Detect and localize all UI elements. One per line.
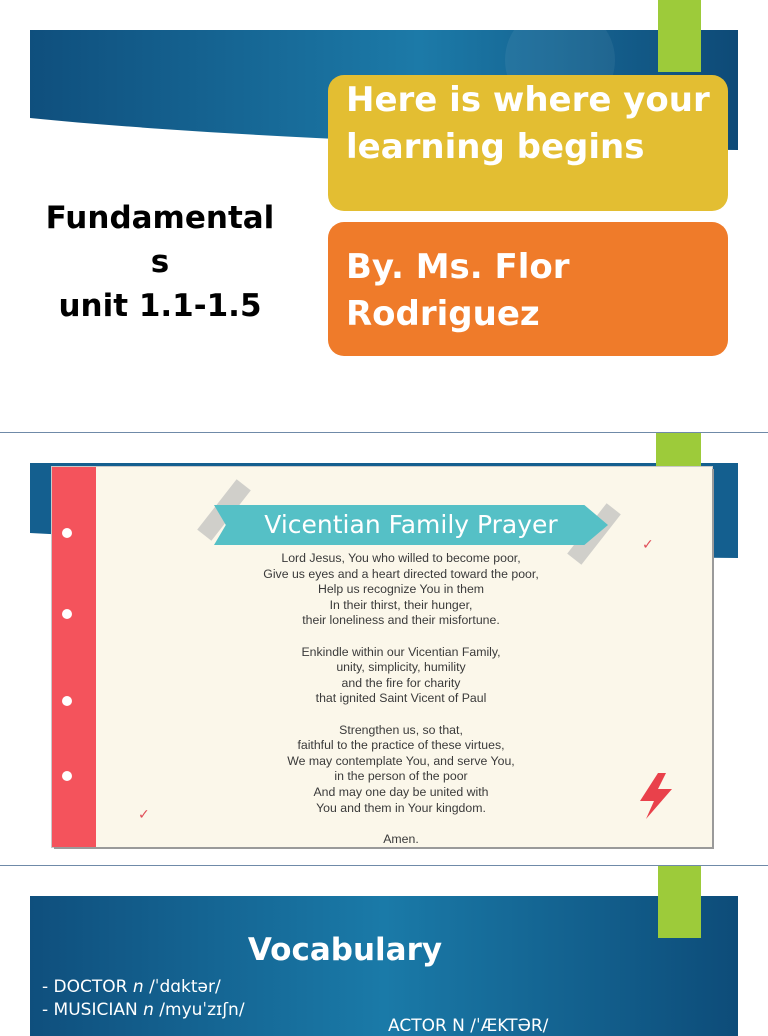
prayer-text — [96, 551, 706, 863]
vocab-item: - DOCTOR n /ˈdɑktər/ — [42, 977, 221, 997]
vocab-pos: n — [143, 1000, 154, 1020]
author-box — [328, 222, 728, 356]
prayer-line: in the person of the poor — [334, 769, 468, 784]
vocab-pos: n — [132, 977, 144, 997]
tagline-text: Here is where your learning begins — [346, 80, 710, 167]
slide-prayer[interactable] — [0, 433, 768, 865]
slide-vocabulary[interactable] — [0, 866, 768, 1036]
prayer-line: their loneliness and their misfortune. — [302, 613, 500, 628]
prayer-line: that ignited Saint Vicent of Paul — [315, 691, 487, 706]
vocab-item: - MUSICIAN n /myuˈzɪʃn/ — [42, 1000, 245, 1020]
prayer-line: And may one day be united with — [313, 784, 489, 799]
title-line: s — [150, 244, 170, 280]
prayer-line: and the fire for charity — [341, 675, 461, 690]
binding-bar — [52, 467, 96, 847]
lightning-icon — [636, 771, 676, 821]
tagline-box — [328, 75, 728, 211]
green-tab — [658, 866, 701, 938]
binding-hole — [62, 771, 72, 781]
binding-hole — [62, 528, 72, 538]
stanza — [96, 551, 706, 629]
author-text: By. Ms. Flor Rodriguez — [346, 247, 570, 334]
prayer-line: Amen. — [383, 831, 419, 846]
prayer-line: We may contemplate You, and serve You, — [287, 753, 515, 768]
slide-title[interactable] — [0, 0, 768, 432]
vocabulary-title: Vocabulary — [247, 932, 443, 968]
title-line: Fundamental — [45, 200, 275, 236]
vocab-pron: /ˈdɑktər/ — [149, 977, 221, 997]
green-tab — [656, 433, 701, 467]
stanza — [96, 723, 706, 817]
binding-hole — [62, 609, 72, 619]
prayer-line: You and them in Your kingdom. — [316, 800, 486, 815]
prayer-line: unity, simplicity, humility — [336, 660, 466, 675]
check-icon: ✓ — [138, 807, 150, 823]
slide-title-text — [24, 196, 296, 328]
prayer-line: In their thirst, their hunger, — [329, 597, 473, 612]
prayer-line: Give us eyes and a heart directed toward the poor, — [263, 566, 539, 581]
vocab-word: DOCTOR — [53, 977, 128, 997]
stanza — [96, 832, 706, 848]
vocab-word: MUSICIAN — [53, 1000, 138, 1020]
prayer-line: Help us recognize You in them — [317, 582, 485, 597]
prayer-line: Enkindle within our Vicentian Family, — [301, 644, 501, 659]
prayer-card — [52, 467, 712, 847]
title-line: unit 1.1-1.5 — [58, 288, 262, 324]
prayer-line: faithful to the practice of these virtues, — [297, 738, 505, 753]
stanza — [96, 645, 706, 707]
check-icon: ✓ — [642, 537, 654, 553]
vocab-pron: /myuˈzɪʃn/ — [159, 1000, 245, 1020]
green-tab — [658, 0, 701, 72]
prayer-line: Strengthen us, so that, — [339, 722, 463, 737]
prayer-line: Lord Jesus, You who willed to become poor, — [281, 551, 521, 565]
binding-hole — [62, 696, 72, 706]
vocabulary-list — [42, 976, 245, 1022]
vocab-item-partial: ACTOR N /ˈÆKTƏR/ — [388, 1016, 549, 1036]
prayer-title: Vicentian Family Prayer — [264, 510, 558, 539]
